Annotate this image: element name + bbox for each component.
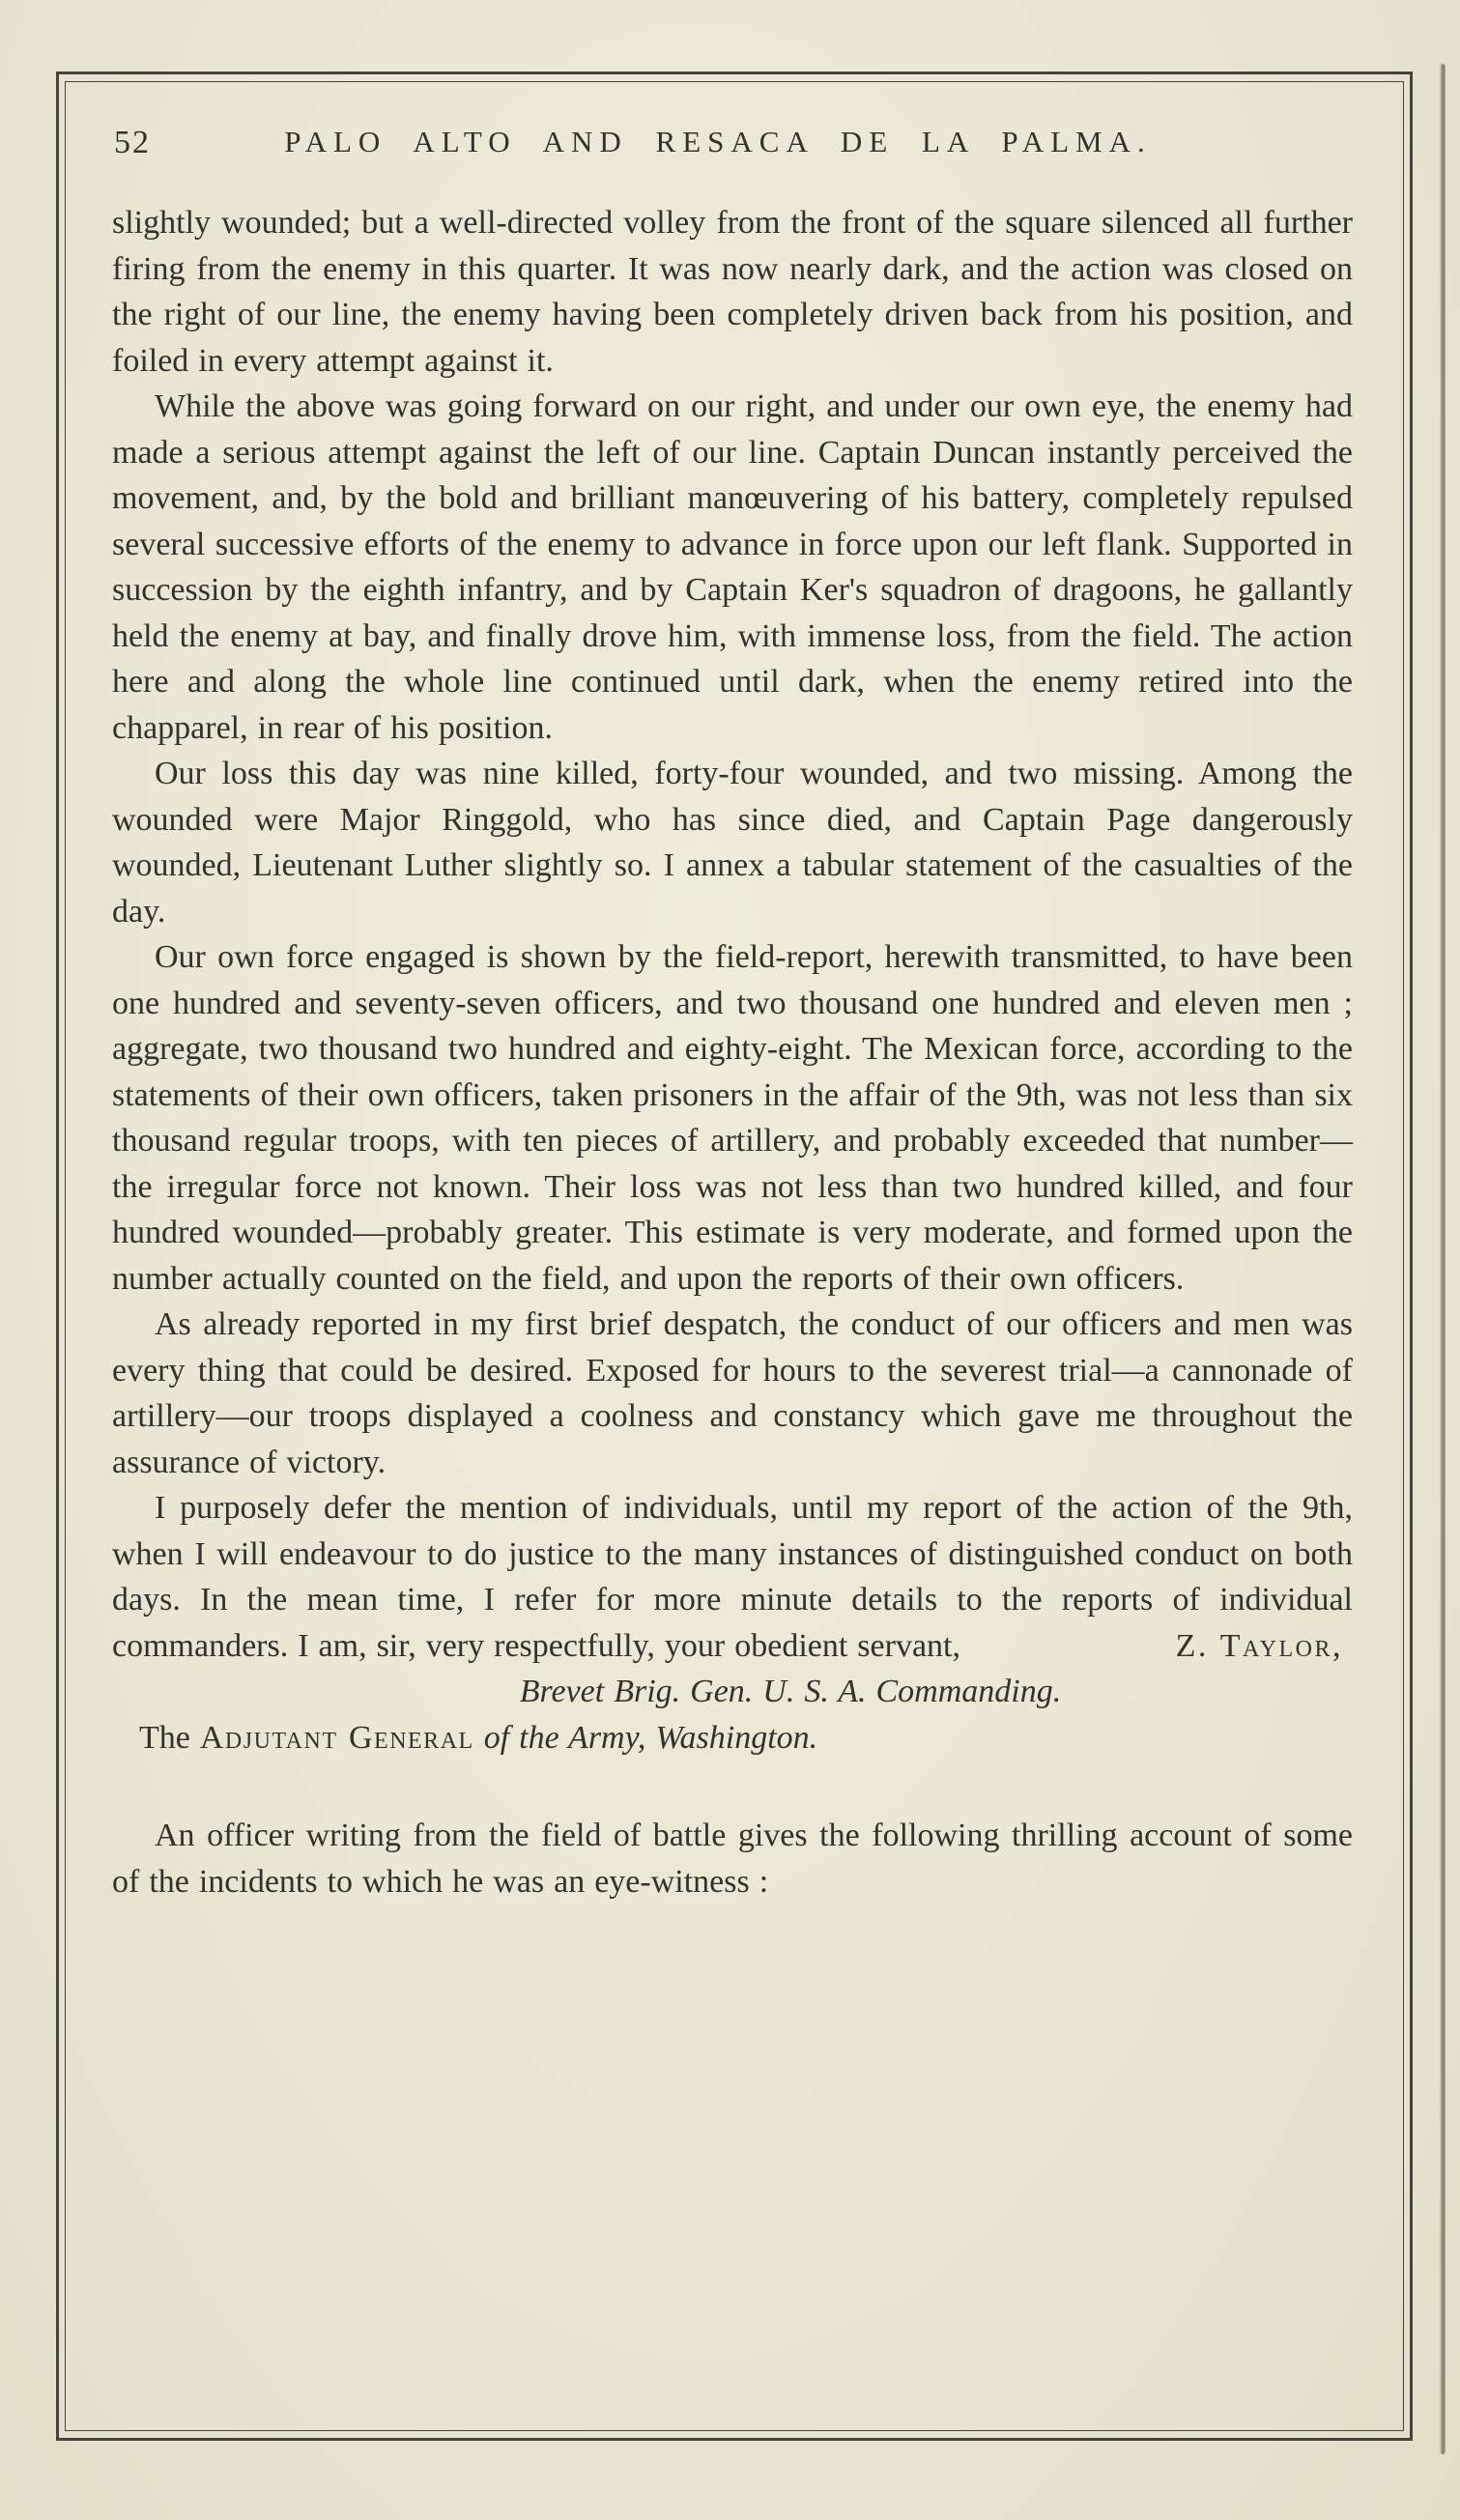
page-number: 52 [114,125,151,160]
addressee-prefix: The [139,1719,200,1756]
page-header [112,123,1353,171]
closing-paragraph: An officer writing from the field of battle gives the following thrilling account of some of the incidents to which he was an eye-witness : [112,1818,1353,1900]
paragraph-1: slightly wounded; but a well-directed volley from the front of the square silenced all further firing from the enemy in this quarter. It was now nearly dark, and the action was closed on the right of our line, the enemy having been completely driven back from his position, and foiled in every attempt against it. [112,205,1353,379]
page-border-inner [65,81,1404,2431]
paragraph-5: As already reported in my first brief despatch, the conduct of our officers and men was every thing that could be desired. Exposed for hours to the severest trial—a cannonade of artillery—our troops displayed a coolness and constancy which gave me throughout the assurance of victory. [112,1306,1353,1480]
paragraph-6-text: I purposely defer the mention of individuals, until my report of the action of the 9th, when I will endeavour to do justice to the many instances of distinguished conduct on both days. In the mean time, I refer for more minute details to the reports of individual commanders. I am, sir, very respectfully, your obedient servant, [112,1490,1353,1664]
paragraph-6 [112,1485,1353,1669]
running-title: PALO ALTO AND RESACA DE LA PALMA. [284,125,1152,158]
page-border-outer [56,72,1413,2441]
paragraph-3: Our loss this day was nine killed, forty-four wounded, and two missing. Among the wounded were Major Ringgold, who has since died, and Captain Page dangerously wounded, Lieutenant Luther slightly so. I annex a tabular statement of the casualties of the day. [112,756,1353,930]
page-body [112,200,1353,1904]
page-edge-shadow [1440,64,1446,2454]
addressee-title: Adjutant General [199,1719,474,1756]
addressee-detail: of the Army, Washington. [473,1719,818,1756]
signature-title: Brevet Brig. Gen. U. S. A. Commanding. [519,1674,1062,1709]
paragraph-4: Our own force engaged is shown by the field-report, herewith transmitted, to have been one hundred and seventy-seven officers, and two thousand one hundred and eleven men ; aggregate, two thousand two hundred and eighty-eight. The Mexican force, according to the statements of their own officers, taken prisoners in the affair of the 9th, was not less than six thousand regular troops, with ten pieces of artillery, and probably exceeded that number—the irregular force not known. Their loss was not less than two hundred killed, and four hundred wounded—probably greater. This estimate is very moderate, and formed upon the number actually counted on the field, and upon the reports of their own officers. [112,939,1353,1297]
addressee-line [112,1715,1353,1761]
paragraph-2: While the above was going forward on our right, and under our own eye, the enemy had made a serious attempt against the left of our line. Captain Duncan instantly perceived the movement, and, by the bold and brilliant manœuvering of his battery, completely repulsed several successive efforts of the enemy to advance in force upon our left flank. Supported in succession by the eighth infantry, and by Captain Ker's squadron of dragoons, he gallantly held the enemy at bay, and finally drove him, with immense loss, from the field. The action here and along the whole line continued until dark, when the enemy retired into the chapparel, in rear of his position. [112,388,1353,746]
signature-name: Z. Taylor, [1175,1627,1343,1664]
